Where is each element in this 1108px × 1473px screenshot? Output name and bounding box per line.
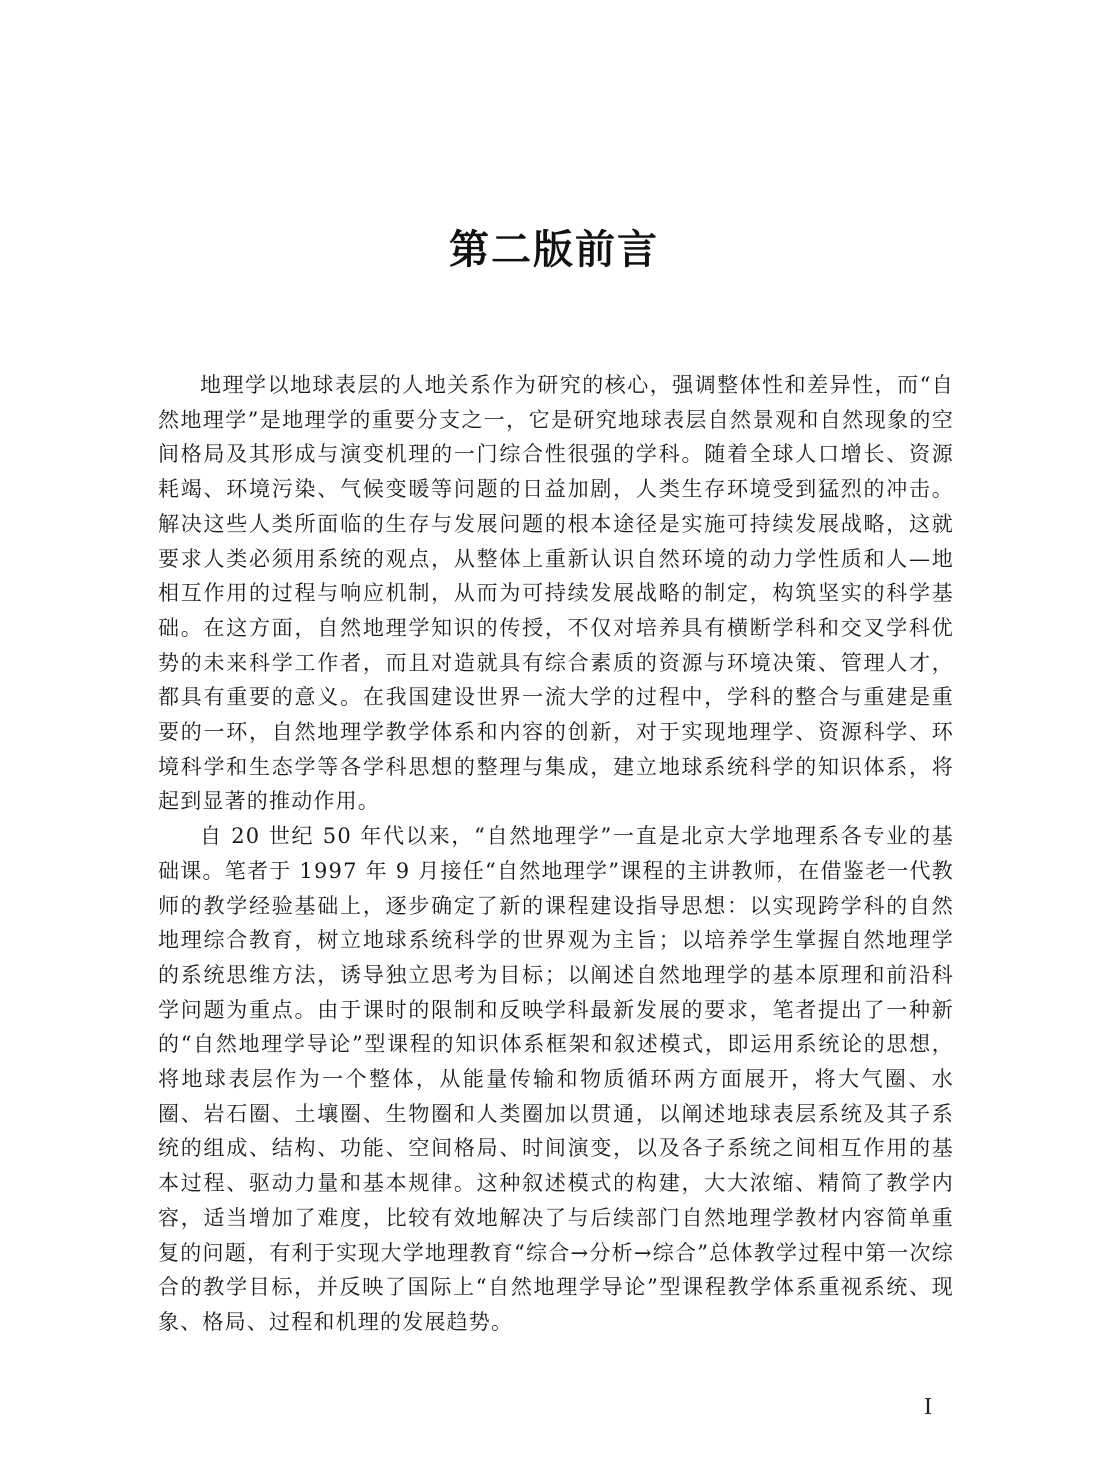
page-title: 第二版前言 <box>449 227 659 273</box>
paragraph-1: 地理学以地球表层的人地关系作为研究的核心，强调整体性和差异性，而“自然地理学”是地理学的重要分支之一，它是研究地球表层自然景观和自然现象的空间格局及其形成与演变机理的一门综合性很强的学科。随着全球人口增长、资源耗竭、环境污染、气候变暖等问题的日益加剧，人类生存环境受到猛烈的冲击。解决这些人类所面临的生存与发展问题的根本途径是实施可持续发展战略，这就要求人类必须用系统的观点，从整体上重新认识自然环境的动力学性质和人—地相互作用的过程与响应机制，从而为可持续发展战略的制定，构筑坚实的科学基础。在这方面，自然地理学知识的传授，不仅对培养具有横断学科和交叉学科优势的未来科学工作者，而且对造就具有综合素质的资源与环境决策、管理人才，都具有重要的意义。在我国建设世界一流大学的过程中，学科的整合与重建是重要的一环，自然地理学教学体系和内容的创新，对于实现地理学、资源科学、环境科学和生态学等各学科思想的整理与集成，建立地球系统科学的知识体系，将起到显著的推动作用。 <box>158 373 954 814</box>
page-number: I <box>924 1394 932 1420</box>
preface-body <box>158 368 954 1340</box>
paragraph-2: 自 20 世纪 50 年代以来，“自然地理学”一直是北京大学地理系各专业的基础课。笔者于 1997 年 9 月接任“自然地理学”课程的主讲教师，在借鉴老一代教师的教学经验基础上，逐步确定了新的课程建设指导思想：以实现跨学科的自然地理综合教育，树立地球系统科学的世界观为主旨；以培养学生掌握自然地理学的系统思维方法，诱导独立思考为目标；以阐述自然地理学的基本原理和前沿科学问题为重点。由于课时的限制和反映学科最新发展的要求，笔者提出了一种新的“自然地理学导论”型课程的知识体系框架和叙述模式，即运用系统论的思想，将地球表层作为一个整体，从能量传输和物质循环两方面展开，将大气圈、水圈、岩石圈、土壤圈、生物圈和人类圈加以贯通，以阐述地球表层系统及其子系统的组成、结构、功能、空间格局、时间演变，以及各子系统之间相互作用的基本过程、驱动力量和基本规律。这种叙述模式的构建，大大浓缩、精简了教学内容，适当增加了难度，比较有效地解决了与后续部门自然地理学教材内容简单重复的问题，有利于实现大学地理教育“综合→分析→综合”总体教学过程中第一次综合的教学目标，并反映了国际上“自然地理学导论”型课程教学体系重视系统、现象、格局、过程和机理的发展趋势。 <box>158 824 954 1334</box>
